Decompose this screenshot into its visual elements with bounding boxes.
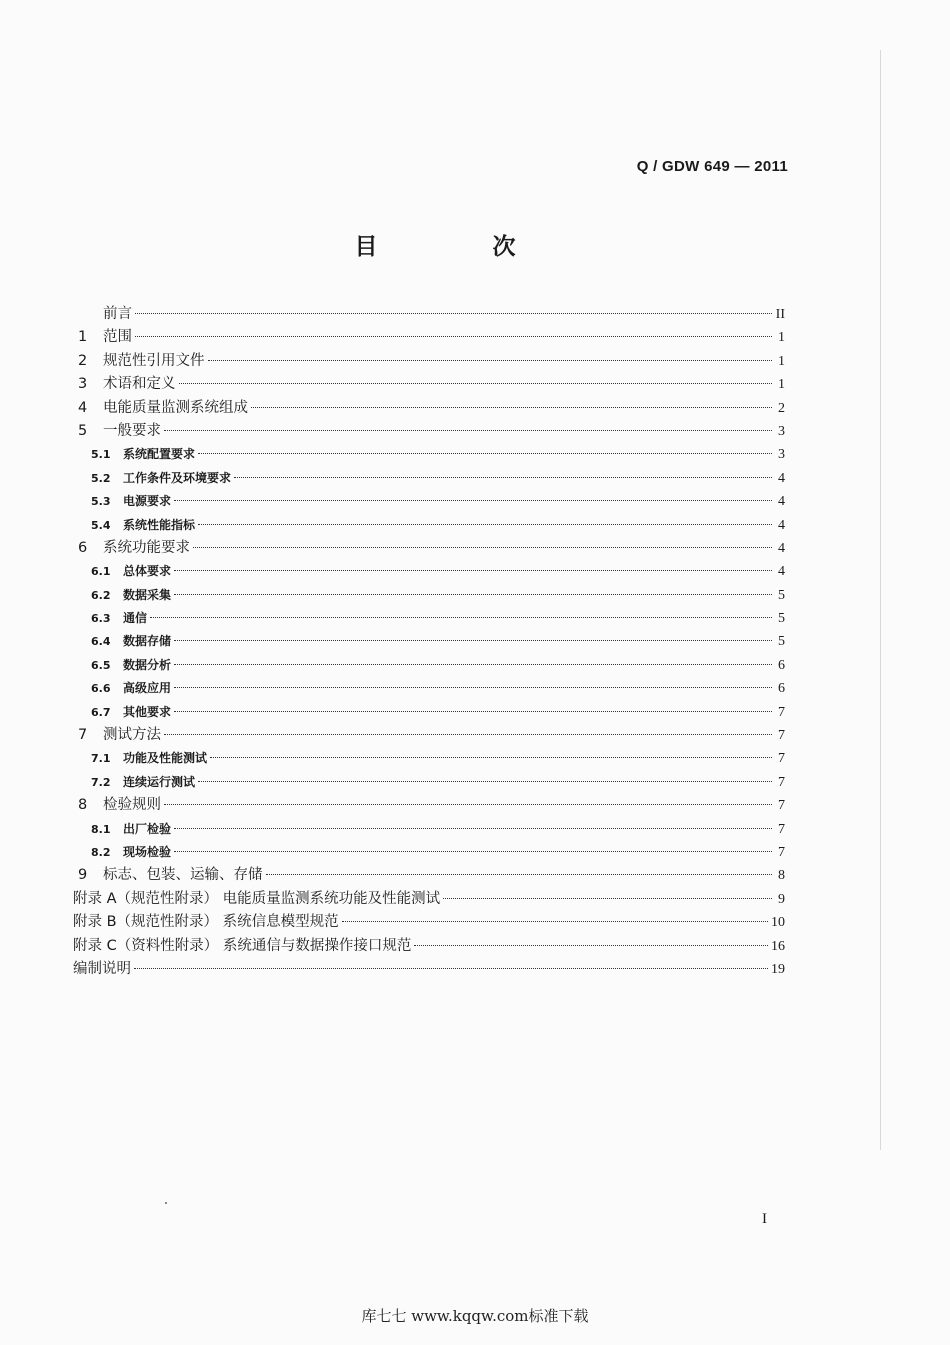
toc-entry-page: 3: [778, 423, 785, 439]
toc-entry-number: 5.2: [91, 471, 111, 485]
toc-dot-leader: [198, 781, 772, 782]
toc-entry-page: 7: [778, 774, 785, 790]
toc-entry[interactable]: [78, 584, 785, 607]
toc-dot-leader: [164, 430, 772, 431]
toc-entry-page: 4: [778, 517, 785, 533]
toc-entry-label: 系统性能指标: [123, 517, 196, 532]
toc-entry[interactable]: [73, 911, 785, 934]
toc-entry-label: 数据存储: [123, 634, 172, 649]
toc-entry-label: 系统功能要求: [103, 539, 190, 556]
toc-entry-number: 6.5: [91, 658, 111, 672]
toc-entry-page: 10: [771, 915, 785, 931]
toc-entry[interactable]: [78, 818, 785, 841]
toc-entry[interactable]: [78, 794, 785, 817]
table-of-contents: [73, 303, 785, 981]
standard-number: Q / GDW 649 — 2011: [636, 158, 788, 175]
toc-dot-leader: [174, 570, 772, 571]
toc-dot-leader: [134, 968, 768, 969]
toc-entry-page: 7: [778, 704, 785, 720]
toc-entry[interactable]: [78, 490, 785, 513]
toc-entry-page: 2: [778, 400, 785, 416]
toc-entry-number: 3: [78, 376, 88, 393]
toc-dot-leader: [174, 687, 772, 688]
toc-entry-number: 5.3: [91, 495, 111, 509]
toc-entry[interactable]: [78, 747, 785, 770]
toc-entry-page: 3: [778, 447, 785, 463]
toc-entry-label: 规范性引用文件: [103, 352, 205, 369]
toc-entry[interactable]: [78, 771, 785, 794]
toc-entry-page: 1: [778, 377, 785, 393]
toc-entry-number: 6.4: [91, 635, 111, 649]
toc-entry-label: 范围: [103, 329, 132, 346]
toc-entry-number: 4: [78, 399, 88, 416]
toc-entry-page: 6: [778, 681, 785, 697]
toc-dot-leader: [164, 804, 772, 805]
toc-entry-number: 5.4: [91, 518, 111, 532]
toc-entry-label: 附录 C（资料性附录） 系统通信与数据操作接口规范: [73, 937, 412, 954]
toc-entry[interactable]: [78, 864, 785, 887]
toc-entry-label: 编制说明: [73, 960, 131, 977]
toc-entry-number: 6.7: [91, 705, 111, 719]
toc-entry-page: 16: [771, 938, 785, 954]
toc-entry-page: 4: [778, 564, 785, 580]
toc-entry-label: 通信: [123, 611, 148, 626]
toc-dot-leader: [135, 313, 772, 314]
toc-entry[interactable]: [78, 677, 785, 700]
toc-entry-page: 9: [778, 891, 785, 907]
toc-entry-page: 5: [778, 634, 785, 650]
toc-entry[interactable]: [78, 326, 785, 349]
toc-entry[interactable]: [78, 560, 785, 583]
toc-entry-label: 连续运行测试: [123, 774, 196, 789]
toc-entry-page: 7: [778, 751, 785, 767]
toc-entry-label: 附录 A（规范性附录） 电能质量监测系统功能及性能测试: [73, 890, 441, 907]
toc-entry[interactable]: [78, 467, 785, 490]
toc-dot-leader: [174, 828, 772, 829]
toc-entry-number: 9: [78, 867, 88, 884]
toc-entry[interactable]: [78, 724, 785, 747]
toc-dot-leader: [174, 594, 772, 595]
toc-entry-label: 功能及性能测试: [123, 751, 208, 766]
toc-entry-label: 检验规则: [103, 797, 161, 814]
toc-dot-leader: [234, 477, 772, 478]
toc-entry-page: 7: [778, 728, 785, 744]
toc-dot-leader: [174, 640, 772, 641]
toc-entry-label: 其他要求: [123, 704, 172, 719]
toc-entry[interactable]: [78, 654, 785, 677]
toc-entry-number: 8.2: [91, 845, 111, 859]
toc-entry-number: 7.1: [91, 752, 111, 766]
toc-dot-leader: [414, 945, 768, 946]
toc-entry-label: 系统配置要求: [123, 447, 196, 462]
toc-entry[interactable]: [78, 607, 785, 630]
toc-entry-label: 测试方法: [103, 727, 161, 744]
toc-entry-number: 8: [78, 797, 88, 814]
toc-entry-label: 术语和定义: [103, 376, 176, 393]
toc-entry-number: 5: [78, 422, 88, 439]
toc-entry-page: 5: [778, 587, 785, 603]
toc-entry[interactable]: [73, 935, 785, 958]
toc-entry-page: 4: [778, 540, 785, 556]
toc-entry-label: 前言: [103, 306, 132, 322]
toc-dot-leader: [210, 757, 772, 758]
toc-entry[interactable]: [73, 958, 785, 981]
toc-dot-leader: [179, 383, 773, 384]
toc-entry-label: 电源要求: [123, 494, 172, 509]
toc-entry-page: 8: [778, 868, 785, 884]
toc-entry[interactable]: [78, 373, 785, 396]
toc-dot-leader: [174, 664, 772, 665]
toc-entry-number: 6.6: [91, 682, 111, 696]
toc-entry-label: 标志、包装、运输、存储: [103, 867, 263, 884]
toc-entry-page: II: [775, 307, 785, 322]
toc-dot-leader: [342, 921, 768, 922]
toc-entry[interactable]: [78, 350, 785, 373]
toc-entry-page: 7: [778, 798, 785, 814]
toc-entry-label: 现场检验: [123, 844, 172, 859]
toc-entry-label: 附录 B（规范性附录） 系统信息模型规范: [73, 914, 339, 931]
toc-entry-page: 5: [778, 611, 785, 627]
toc-entry-label: 总体要求: [123, 564, 172, 579]
toc-entry[interactable]: [78, 397, 785, 420]
toc-dot-leader: [443, 898, 772, 899]
toc-entry-number: 6.3: [91, 612, 111, 626]
toc-dot-leader: [198, 453, 772, 454]
toc-entry[interactable]: [78, 443, 785, 466]
watermark-text: 库七七 www.kqqw.com标准下载: [361, 1307, 589, 1325]
toc-dot-leader: [135, 336, 772, 337]
toc-entry[interactable]: [78, 303, 785, 326]
toc-entry-label: 出厂检验: [123, 821, 172, 836]
toc-entry[interactable]: [78, 841, 785, 864]
toc-dot-leader: [208, 360, 773, 361]
toc-dot-leader: [174, 500, 772, 501]
toc-entry-number: 6.1: [91, 565, 111, 579]
toc-entry-number: 5.1: [91, 448, 111, 462]
toc-entry-number: 6: [78, 539, 88, 556]
toc-dot-leader: [150, 617, 772, 618]
toc-dot-leader: [266, 874, 773, 875]
toc-entry-number: 2: [78, 352, 88, 369]
toc-entry-label: 一般要求: [103, 422, 161, 439]
toc-entry-page: 4: [778, 470, 785, 486]
footer-page-number: I: [762, 1211, 767, 1227]
toc-entry-number: 7: [78, 727, 88, 744]
toc-entry-label: 高级应用: [123, 681, 172, 696]
toc-dot-leader: [198, 524, 772, 525]
toc-dot-leader: [164, 734, 772, 735]
scan-speck: [165, 1202, 167, 1204]
toc-entry-label: 工作条件及环境要求: [123, 470, 232, 485]
toc-entry-number: 1: [78, 329, 88, 346]
toc-entry[interactable]: [78, 420, 785, 443]
toc-entry-page: 1: [778, 330, 785, 346]
toc-entry-page: 7: [778, 844, 785, 860]
toc-dot-leader: [193, 547, 772, 548]
scan-edge-line: [880, 50, 881, 1150]
toc-entry[interactable]: [78, 701, 785, 724]
toc-dot-leader: [251, 407, 772, 408]
toc-entry-page: 1: [778, 353, 785, 369]
page-title: 目 次: [354, 234, 562, 260]
toc-entry-number: 6.2: [91, 588, 111, 602]
toc-entry-label: 数据采集: [123, 587, 172, 602]
toc-entry[interactable]: [78, 514, 785, 537]
toc-entry[interactable]: [73, 888, 785, 911]
toc-dot-leader: [174, 711, 772, 712]
toc-entry[interactable]: [78, 630, 785, 653]
toc-entry-page: 19: [771, 961, 785, 977]
toc-entry[interactable]: [78, 537, 785, 560]
toc-entry-page: 7: [778, 821, 785, 837]
toc-entry-number: 7.2: [91, 775, 111, 789]
toc-entry-label: 数据分析: [123, 657, 172, 672]
toc-entry-page: 6: [778, 657, 785, 673]
toc-dot-leader: [174, 851, 772, 852]
toc-entry-number: 8.1: [91, 822, 111, 836]
toc-entry-page: 4: [778, 494, 785, 510]
toc-entry-label: 电能质量监测系统组成: [103, 399, 248, 416]
